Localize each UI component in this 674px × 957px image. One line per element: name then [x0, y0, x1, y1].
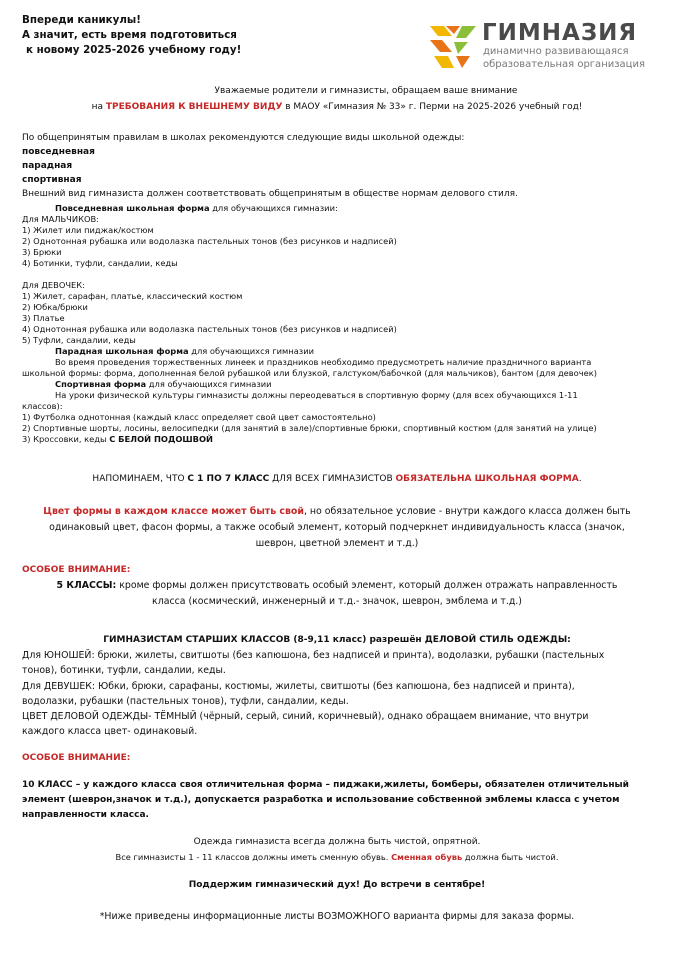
boys-item: 2) Однотонная рубашка или водолазка пастельных тонов (без рисунков и надписей): [22, 236, 397, 246]
seniors-line: ЦВЕТ ДЕЛОВОЙ ОДЕЖДЫ- ТЁМНЫЙ (чёрный, серый, синий, коричневый), однако обращаем внимание, что внутри: [22, 711, 589, 722]
logo-mark-icon: [428, 24, 478, 70]
girls-item: 5) Туфли, сандалии, кеды: [22, 335, 136, 345]
tenth-grade-line: направленности класса.: [22, 810, 149, 820]
gymnasium-logo: [428, 22, 664, 70]
special1-line-2: класса (космический, инженерный и т.д.- значок, шеврон, эмблема и т.д.): [152, 596, 522, 607]
formal-text-1: Во время проведения торжественных линеек и праздников необходимо предусмотреть наличие праздничного варианта: [55, 357, 592, 367]
sport-heading: Спортивная форма для обучающихся гимназии: [55, 379, 272, 389]
boys-item: 3) Брюки: [22, 247, 62, 257]
logo-subtitle-1: динамично развивающаяся: [483, 46, 629, 57]
color-line-3: шеврон, цветной элемент и т.д.): [255, 538, 419, 549]
header-line-1: Уважаемые родители и гимназисты, обращаем ваше внимание: [214, 86, 518, 96]
tenth-grade-line: 10 КЛАСС – у каждого класса своя отличительная форма – пиджаки,жилеты, бомберы, обязателен отличительный: [22, 780, 629, 790]
footnote: *Ниже приведены информационные листы ВОЗМОЖНОГО варианта фирмы для заказа формы.: [99, 911, 575, 922]
closing-line-1: Одежда гимназиста всегда должна быть чистой, опрятной.: [193, 837, 481, 847]
sport-text-1: На уроки физической культуры гимназисты должны переодеваться в спортивную форму (для всех обучающихся 1-11: [55, 390, 578, 400]
tenth-grade-line: элемент (шеврон,значок и т.д.), допускается разработка и использование собственной эмблемы класса с учетом: [22, 795, 620, 805]
closing-line-2: Все гимназисты 1 - 11 классов должны иметь сменную обувь. Сменная обувь должна быть чистой.: [115, 852, 559, 862]
sport-text-2: классов):: [22, 401, 63, 411]
girls-item: 4) Однотонная рубашка или водолазка пастельных тонов (без рисунков и надписей): [22, 324, 397, 334]
girls-item: 3) Платье: [22, 313, 65, 323]
seniors-heading: ГИМНАЗИСТАМ СТАРШИХ КЛАССОВ (8-9,11 класс) разрешён ДЕЛОВОЙ СТИЛЬ ОДЕЖДЫ:: [103, 635, 571, 645]
color-line-1: Цвет формы в каждом классе может быть свой, но обязательное условие - внутри каждого класса должен быть: [43, 506, 631, 517]
sport-item: 2) Спортивные шорты, лосины, велосипедки (для занятий в зале)/спортивные брюки, спортивный костюм (для занятий на улице): [22, 423, 597, 433]
boys-item: 4) Ботинки, туфли, сандалии, кеды: [22, 258, 178, 268]
seniors-line: Для ЮНОШЕЙ: брюки, жилеты, свитшоты (без капюшона, без надписей и принта), водолазки, рубашки (пастельных: [22, 650, 605, 661]
special-label-2: ОСОБОЕ ВНИМАНИЕ:: [22, 753, 131, 763]
special1-line-1: 5 КЛАССЫ: кроме формы должен присутствовать особый элемент, который должен отражать направленность: [56, 580, 618, 591]
formal-heading: Парадная школьная форма для обучающихся гимназии: [55, 346, 314, 356]
logo-title: ГИМНАЗИЯ: [482, 20, 638, 46]
girls-label: Для ДЕВОЧЕК:: [22, 280, 85, 290]
color-line-2: одинаковый цвет, фасон формы, а также особый элемент, который подчеркнет индивидуальность класса (значок,: [49, 522, 625, 533]
seniors-line: водолазки, рубашки (пастельных тонов), туфли, сандалии, кеды.: [22, 696, 349, 707]
intro-line-2: А значит, есть время подготовиться: [22, 29, 237, 41]
general-intro: По общепринятым правилам в школах рекомендуются следующие виды школьной одежды:: [22, 133, 465, 143]
girls-item: 1) Жилет, сарафан, платье, классический костюм: [22, 291, 243, 301]
sport-item: 1) Футболка однотонная (каждый класс определяет свой цвет самостоятельно): [22, 412, 376, 422]
daily-heading: Повседневная школьная форма для обучающихся гимназии:: [55, 203, 338, 213]
formal-text-2: школьной формы: форма, дополненная белой рубашкой или блузкой, галстуком/бабочкой (для мальчиков), бантом (для девочек): [22, 368, 598, 378]
seniors-line: каждого класса цвет- одинаковый.: [22, 726, 198, 737]
kind-formal: парадная: [22, 161, 73, 171]
seniors-line: тонов), ботинки, туфли, сандалии, кеды.: [22, 665, 226, 676]
header-requirements: ТРЕБОВАНИЯ К ВНЕШНЕМУ ВИДУ: [105, 102, 283, 112]
intro-block: [22, 13, 241, 58]
sport-item: 3) Кроссовки, кеды С БЕЛОЙ ПОДОШВОЙ: [22, 434, 213, 444]
logo-subtitle-2: образовательная организация: [483, 59, 645, 70]
spirit-line: Поддержим гимназический дух! До встречи в сентябре!: [188, 880, 486, 890]
kind-sport: спортивная: [22, 175, 82, 185]
intro-line-3: к новому 2025-2026 учебному году!: [26, 44, 242, 56]
reminder-line: НАПОМИНАЕМ, ЧТО С 1 ПО 7 КЛАСС ДЛЯ ВСЕХ ГИМНАЗИСТОВ ОБЯЗАТЕЛЬНА ШКОЛЬНАЯ ФОРМА.: [92, 474, 582, 484]
style-note: Внешний вид гимназиста должен соответствовать общепринятым в обществе нормам делового стиля.: [22, 189, 518, 199]
seniors-line: Для ДЕВУШЕК: Юбки, брюки, сарафаны, костюмы, жилеты, свитшоты (без капюшона, без надписей и принта),: [22, 681, 575, 692]
boys-label: Для МАЛЬЧИКОВ:: [22, 214, 99, 224]
girls-item: 2) Юбка/брюки: [22, 302, 88, 312]
intro-line-1: Впереди каникулы!: [22, 14, 141, 26]
boys-item: 1) Жилет или пиджак/костюм: [22, 225, 154, 235]
kind-daily: повседневная: [22, 147, 95, 157]
header-line-2: на ТРЕБОВАНИЯ К ВНЕШНЕМУ ВИДУ в МАОУ «Гимназия № 33» г. Перми на 2025-2026 учебный год!: [91, 102, 583, 112]
special-label-1: ОСОБОЕ ВНИМАНИЕ:: [22, 565, 131, 575]
